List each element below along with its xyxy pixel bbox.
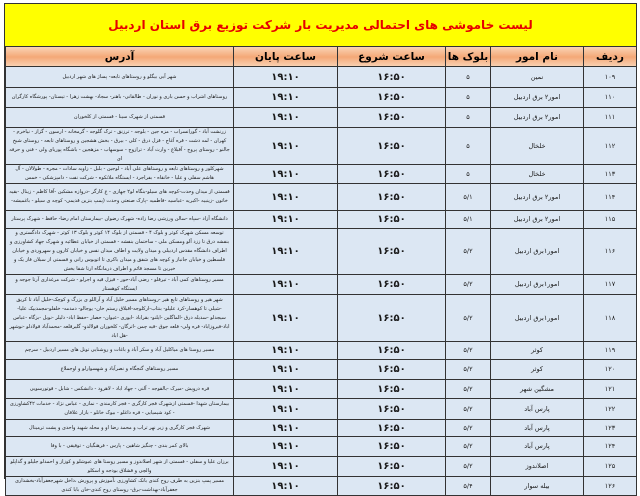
end-time-cell: ۱۹:۱۰ xyxy=(234,128,338,165)
area-name-cell: خلخال xyxy=(491,165,584,184)
address-cell: برزان علیا و سفلی - قسمتی از شهر اصلاندوز و مسیر روستا های عبوشلو و کوزاز و احمدلو جلیلو و گداپلو والچی و قشلاق بودجه و اسکلو xyxy=(6,457,234,477)
end-time-cell: ۱۹:۱۰ xyxy=(234,457,338,477)
table-row xyxy=(6,477,637,496)
start-time-cell: ۱۶:۵۰ xyxy=(338,275,446,295)
table-row xyxy=(6,88,637,108)
area-name-cell: پارس آباد xyxy=(491,437,584,457)
start-time-cell: ۱۶:۵۰ xyxy=(338,342,446,360)
header-area-name: نام امور xyxy=(491,47,584,67)
area-name-cell: امور۲ برق اردبیل xyxy=(491,211,584,229)
table-row xyxy=(6,360,637,380)
table-header-row xyxy=(6,47,637,67)
table-row xyxy=(6,399,637,420)
end-time-cell: ۱۹:۱۰ xyxy=(234,275,338,295)
blocks-cell: ۵/۱ xyxy=(446,211,491,229)
start-time-cell: ۱۶:۵۰ xyxy=(338,420,446,437)
blocks-cell: ۵/۲ xyxy=(446,275,491,295)
end-time-cell: ۱۹:۱۰ xyxy=(234,399,338,420)
row-number-cell: ۱۱۵ xyxy=(584,211,637,229)
start-time-cell: ۱۶:۵۰ xyxy=(338,437,446,457)
blocks-cell: ۵ xyxy=(446,88,491,108)
table-row xyxy=(6,342,637,360)
end-time-cell: ۱۹:۱۰ xyxy=(234,437,338,457)
row-number-cell: ۱۱۹ xyxy=(584,342,637,360)
area-name-cell: مشگین شهر xyxy=(491,380,584,399)
area-name-cell: خلخال xyxy=(491,128,584,165)
header-end-time: ساعت پایان xyxy=(234,47,338,67)
address-cell: قسمتی از میدان وحدت-کوچه های سیلو-بنگاه لو۲ جهازی - ع کارگر -دروازه مشکین -آقا کاظم - زینال -بقیه خاتون -زینبیه -اکبریه -عباسیه -فاطمیه -پارک صنعتی وحدت (پمپ بنزین قدیمی- کوچه ی سیلو - باغمیشه- xyxy=(6,184,234,211)
end-time-cell: ۱۹:۱۰ xyxy=(234,360,338,380)
start-time-cell: ۱۶:۵۰ xyxy=(338,165,446,184)
start-time-cell: ۱۶:۵۰ xyxy=(338,295,446,342)
row-number-cell: ۱۲۱ xyxy=(584,380,637,399)
row-number-cell: ۱۰۹ xyxy=(584,67,637,88)
address-cell: بالای کمر بندی - چنگیز شاهین - پارس - فرهنگیان - توفیقی - با وفا xyxy=(6,437,234,457)
start-time-cell: ۱۶:۵۰ xyxy=(338,380,446,399)
row-number-cell: ۱۱۸ xyxy=(584,295,637,342)
blocks-cell: ۵ xyxy=(446,108,491,128)
area-name-cell: کوثر xyxy=(491,342,584,360)
address-cell: روستاهای اشراب و حسن باری و نوران - طالقانی- باهنر- سجاد- بهشت زهرا - تیستان- پورشگاه کارگران xyxy=(6,88,234,108)
end-time-cell: ۱۹:۱۰ xyxy=(234,67,338,88)
table-row xyxy=(6,295,637,342)
row-number-cell: ۱۱۴ xyxy=(584,184,637,211)
start-time-cell: ۱۶:۵۰ xyxy=(338,184,446,211)
row-number-cell: ۱۲۴ xyxy=(584,437,637,457)
row-number-cell: ۱۲۲ xyxy=(584,399,637,420)
header-address: آدرس xyxy=(6,47,234,67)
area-name-cell: امور۱برق اردبیل xyxy=(491,295,584,342)
document-frame xyxy=(4,3,637,493)
address-cell: دانشگاه آزاد -سپاه -سالن ورزشی رضا زاده- شهرک رضوان -بیمارستان امام رضا- حافظ - شهرک پرستار xyxy=(6,211,234,229)
address-cell: شهرک فجر کارگری و زیر نهر تراب و محمد رضا او و محله شهید واحدی و پشت ترمینال xyxy=(6,420,234,437)
area-name-cell: بیله سوار xyxy=(491,477,584,496)
start-time-cell: ۱۶:۵۰ xyxy=(338,360,446,380)
header-row-number: ردیف xyxy=(584,47,637,67)
table-row xyxy=(6,457,637,477)
table-row xyxy=(6,184,637,211)
table-row xyxy=(6,67,637,88)
page-title: لیست خاموشی های احتمالی مدیریت بار شرکت توزیع برق استان اردبیل xyxy=(108,18,533,32)
row-number-cell: ۱۱۶ xyxy=(584,229,637,275)
table-row xyxy=(6,108,637,128)
blocks-cell: ۵/۲ xyxy=(446,399,491,420)
area-name-cell: امور۱برق اردبیل xyxy=(491,229,584,275)
end-time-cell: ۱۹:۱۰ xyxy=(234,88,338,108)
address-cell: قسمتی از شهرک سینا - قسمتی از کلخوران xyxy=(6,108,234,128)
end-time-cell: ۱۹:۱۰ xyxy=(234,342,338,360)
end-time-cell: ۱۹:۱۰ xyxy=(234,229,338,275)
table-row xyxy=(6,165,637,184)
end-time-cell: ۱۹:۱۰ xyxy=(234,108,338,128)
table-row xyxy=(6,211,637,229)
start-time-cell: ۱۶:۵۰ xyxy=(338,128,446,165)
blocks-cell: ۵/۲ xyxy=(446,420,491,437)
title-banner xyxy=(5,4,636,47)
row-number-cell: ۱۱۳ xyxy=(584,165,637,184)
area-name-cell: پارس آباد xyxy=(491,420,584,437)
blocks-cell: ۵/۴ xyxy=(446,477,491,496)
address-cell: بیمارستان شهدا -قسمتی ازشهرک فجر کارگری - فجر کارمندی - نمازی - عباس نژاد - خدمات ۴۲کشاورزی - کود شیمیایی - قره داغلو - بیوک خانلو - بازار علافان xyxy=(6,399,234,420)
blocks-cell: ۵ xyxy=(446,128,491,165)
blocks-cell: ۵/۲ xyxy=(446,380,491,399)
row-number-cell: ۱۱۱ xyxy=(584,108,637,128)
table-row xyxy=(6,437,637,457)
address-cell: شهر آبی بیگلو و روستاهای تابعه- پساژ های شهر اردبیل xyxy=(6,67,234,88)
area-name-cell: امور۱برق اردبیل xyxy=(491,275,584,295)
address-cell: مسیر روستاهای گنجگاه و نصرآباد و شهسوارلو و اوجملاع xyxy=(6,360,234,380)
area-name-cell: امور۲ برق اردبیل xyxy=(491,108,584,128)
end-time-cell: ۱۹:۱۰ xyxy=(234,184,338,211)
end-time-cell: ۱۹:۱۰ xyxy=(234,477,338,496)
address-cell: مسیر روستاهای کمی آباد - تیرقلو - رضی آباد-حور - قیزل قیه و اجرلو - شرکت مرغداری آرتا جوجه و ایستگاه کوهستار xyxy=(6,275,234,295)
row-number-cell: ۱۱۰ xyxy=(584,88,637,108)
address-cell: توسعه مسکن شهرک کوثر و بلوک ۴ - قسمتی از بلوک ۱۴ کوثر و بلوک ۱۳ کوثر - شهرک دادگستری و بنفشه درق تا ززد آلو ومسکن ملی - ساختمان بنفشه - قسمتی از خیابان عطائیه و شهرک جهاد کشاورزی و اطراف دانشگاه مقدس اردبیلی و میدان ولایت و اطاف میدان نفس و خیابان کارون و سهروردی و خیابان فلسطین و خیابان جانباز و کوچه های شفق و میدان باکری تا اتوبوس رانی و قسمتی از سبلان فاز یک و خیرین تا مسجد قائم و اطراف درمانگاه ارتا شفا بخش xyxy=(6,229,234,275)
blocks-cell: ۵/۱ xyxy=(446,184,491,211)
address-cell: مسیر روستا های میاکلیل آباد و سکر آباد و باغات و روشنایی تونل های مسیر اردبیل - سرچم xyxy=(6,342,234,360)
blocks-cell: ۵/۲ xyxy=(446,457,491,477)
header-start-time: ساعت شروع xyxy=(338,47,446,67)
table-row xyxy=(6,128,637,165)
area-name-cell: امور۲ برق اردبیل xyxy=(491,88,584,108)
end-time-cell: ۱۹:۱۰ xyxy=(234,380,338,399)
address-cell: شهر هیر و روستاهای تابع هیر -روستاهای مسیر خلیل آباد و آراللو ی بزرگ و کوچک-خلیل آباد تا کریق -شیلی تا کوهسار-کرد علیلو- بنتاب-ارکلوجه-اقبلاق رستم خان- یوجالو- دمدمه- خلفلو-مجمدبیک علیا- سیجدلو -سدیله درق -الماگلین -ایلنو- بقراباد -ایوری -عیوان- حصار -حفظ اباد- دلیلر -نویل -بزگاه -عباس اباد-فیروزاباد- قره ولی- قلعه جوق -قیه چمن -اترگان- کلخوران قولالدو- گلیرقلعه -محمدآباد قولادلو -نوشهر -هل اباد xyxy=(6,295,234,342)
row-number-cell: ۱۲۰ xyxy=(584,360,637,380)
row-number-cell: ۱۲۳ xyxy=(584,420,637,437)
start-time-cell: ۱۶:۵۰ xyxy=(338,67,446,88)
blocks-cell: ۵/۲ xyxy=(446,437,491,457)
address-cell: شهرکلور و روستاهای تابعه و روستاهای علی آباد - لوجین - بلبل - زاویه سادات - مجره - طولالان - آل هاشم سفلی و علیا - خانقاه - بفراجرد - ایستگاه ملاتکوه - شرکت نفت - دامپزشکی - خمس xyxy=(6,165,234,184)
area-name-cell: کوثر xyxy=(491,360,584,380)
blocks-cell: ۵/۲ xyxy=(446,342,491,360)
table-row xyxy=(6,275,637,295)
end-time-cell: ۱۹:۱۰ xyxy=(234,165,338,184)
start-time-cell: ۱۶:۵۰ xyxy=(338,457,446,477)
header-blocks: بلوک ها xyxy=(446,47,491,67)
end-time-cell: ۱۹:۱۰ xyxy=(234,295,338,342)
address-cell: زرنشت آباد - گورانسراب - مزه جین - بلوجه - ترزنق - ترک گلوجه - گرمخانه - ارسون - گزاز - نیاخرم - کهران - لمه دشت - قره آغاج - قزل درق - کلی - بیرق - بخش هشجین و روستاهای تابعه - روستای شیخ جالنو - روستای پروج - آقبلاغ - وارث آباد - ترازوج - سوسهاب - مزهجین - باشگاه پوریای ولی - فنی و حرفه ای xyxy=(6,128,234,165)
blocks-cell: ۵ xyxy=(446,67,491,88)
table-row xyxy=(6,420,637,437)
start-time-cell: ۱۶:۵۰ xyxy=(338,399,446,420)
end-time-cell: ۱۹:۱۰ xyxy=(234,211,338,229)
end-time-cell: ۱۹:۱۰ xyxy=(234,420,338,437)
row-number-cell: ۱۱۲ xyxy=(584,128,637,165)
address-cell: قره درویش -میرک -بالقوجه - آلنی - جهاد اباد - لاهرود - دانشکس - شابل - قوتورسویی xyxy=(6,380,234,399)
area-name-cell: امور۲ برق اردبیل xyxy=(491,184,584,211)
start-time-cell: ۱۶:۵۰ xyxy=(338,211,446,229)
start-time-cell: ۱۶:۵۰ xyxy=(338,88,446,108)
area-name-cell: اصلاندوز xyxy=(491,457,584,477)
area-name-cell: نمین xyxy=(491,67,584,88)
blocks-cell: ۵/۲ xyxy=(446,229,491,275)
start-time-cell: ۱۶:۵۰ xyxy=(338,477,446,496)
area-name-cell: پارس آباد xyxy=(491,399,584,420)
blocks-cell: ۵ xyxy=(446,165,491,184)
table-row xyxy=(6,229,637,275)
blocks-cell: ۵/۲ xyxy=(446,295,491,342)
outage-table xyxy=(5,46,637,496)
row-number-cell: ۱۱۷ xyxy=(584,275,637,295)
table-row xyxy=(6,380,637,399)
address-cell: مسیر پمپ بنزین به طرف روح کندی بانک کشاورزی ،آموزش و پرورش ،داخل شهرجعفرآباد-بخشداری جعفرآباد-بهداشت-برق- روستای روح کندی-خان بابا کندی xyxy=(6,477,234,496)
row-number-cell: ۱۲۵ xyxy=(584,457,637,477)
start-time-cell: ۱۶:۵۰ xyxy=(338,108,446,128)
row-number-cell: ۱۲۶ xyxy=(584,477,637,496)
blocks-cell: ۵/۲ xyxy=(446,360,491,380)
start-time-cell: ۱۶:۵۰ xyxy=(338,229,446,275)
